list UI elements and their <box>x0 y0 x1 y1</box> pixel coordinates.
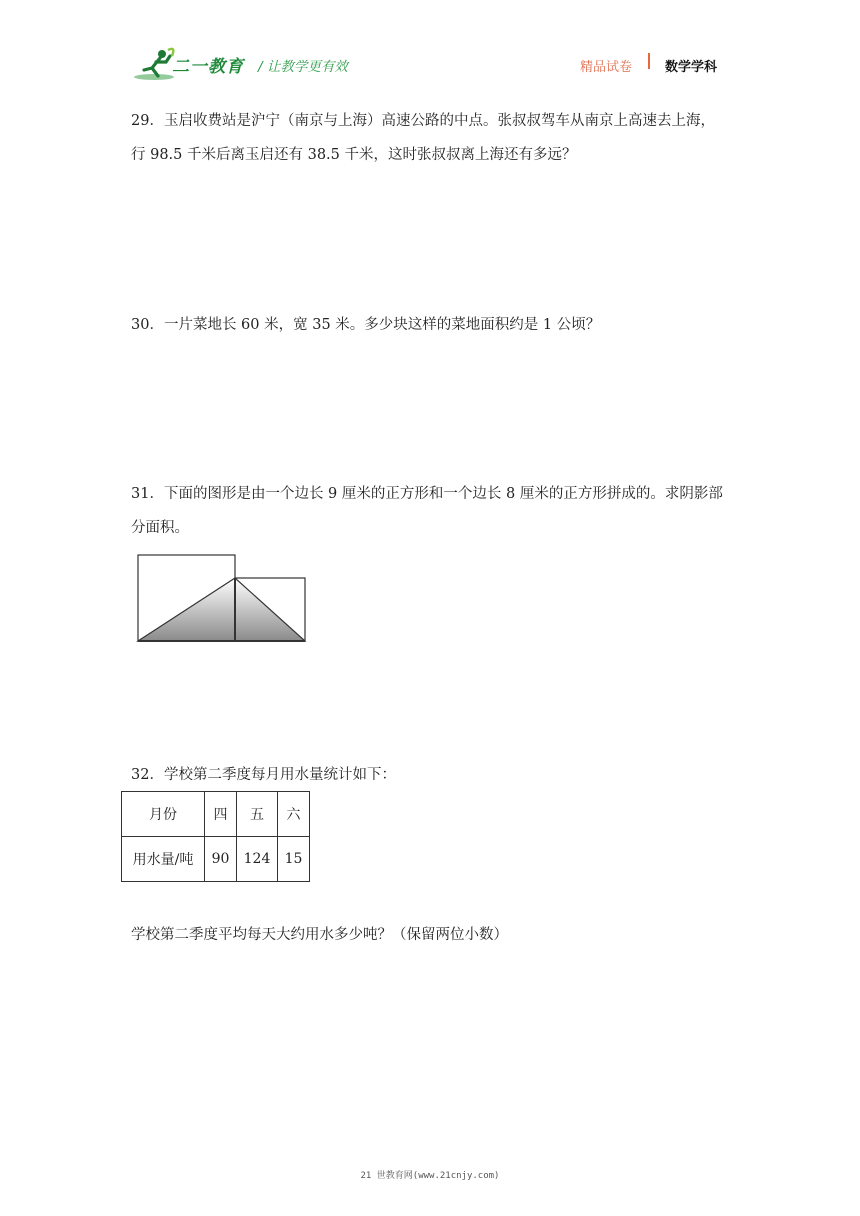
page-header <box>0 0 860 92</box>
page-footer: 21 世教育网(www.21cnjy.com) <box>360 1171 500 1181</box>
logo-text: 二一教育 <box>172 57 244 77</box>
header-slogan: / 让教学更有效 <box>258 59 348 75</box>
question-32-text: 学校第二季度平均每天大约用水多少吨？（保留两位小数） <box>131 927 508 943</box>
table-row <box>122 792 310 837</box>
squares-figure <box>134 553 310 645</box>
table-month-cell: 五 <box>237 792 278 837</box>
question-31-line-1: 31．下面的图形是由一个边长 9 厘米的正方形和一个边长 8 厘米的正方形拼成的。求阴影部 <box>131 486 723 502</box>
table-value-cell: 124 <box>237 837 278 882</box>
tag-quality: 精品试卷 <box>580 60 633 75</box>
table-value-cell: 15 <box>278 837 310 882</box>
water-usage-table <box>121 791 310 882</box>
shaded-triangle <box>138 578 305 641</box>
table-month-cell: 四 <box>205 792 237 837</box>
header-separator <box>648 53 650 69</box>
question-32 <box>131 758 743 792</box>
table-header-label: 月份 <box>122 792 205 837</box>
table-month-cell: 六 <box>278 792 310 837</box>
table-row <box>122 837 310 882</box>
question-31 <box>131 477 743 545</box>
table-row-label: 用水量/吨 <box>122 837 205 882</box>
question-32-line-1: 32．学校第二季度每月用水量统计如下： <box>131 767 396 783</box>
question-30 <box>131 308 743 342</box>
question-30-line-1: 30．一片菜地长 60 米，宽 35 米。多少块这样的菜地面积约是 1 公顷？ <box>131 317 601 333</box>
question-32-prompt <box>131 918 743 952</box>
question-29 <box>131 104 743 172</box>
table-value-cell: 90 <box>205 837 237 882</box>
tag-subject: 数学学科 <box>665 60 718 75</box>
question-29-line-1: 29．玉启收费站是沪宁（南京与上海）高速公路的中点。张叔叔驾车从南京上高速去上海， <box>131 113 715 129</box>
question-31-line-2: 分面积。 <box>131 520 189 536</box>
question-29-line-2: 行 98.5 千米后离玉启还有 38.5 千米，这时张叔叔离上海还有多远？ <box>131 147 577 163</box>
